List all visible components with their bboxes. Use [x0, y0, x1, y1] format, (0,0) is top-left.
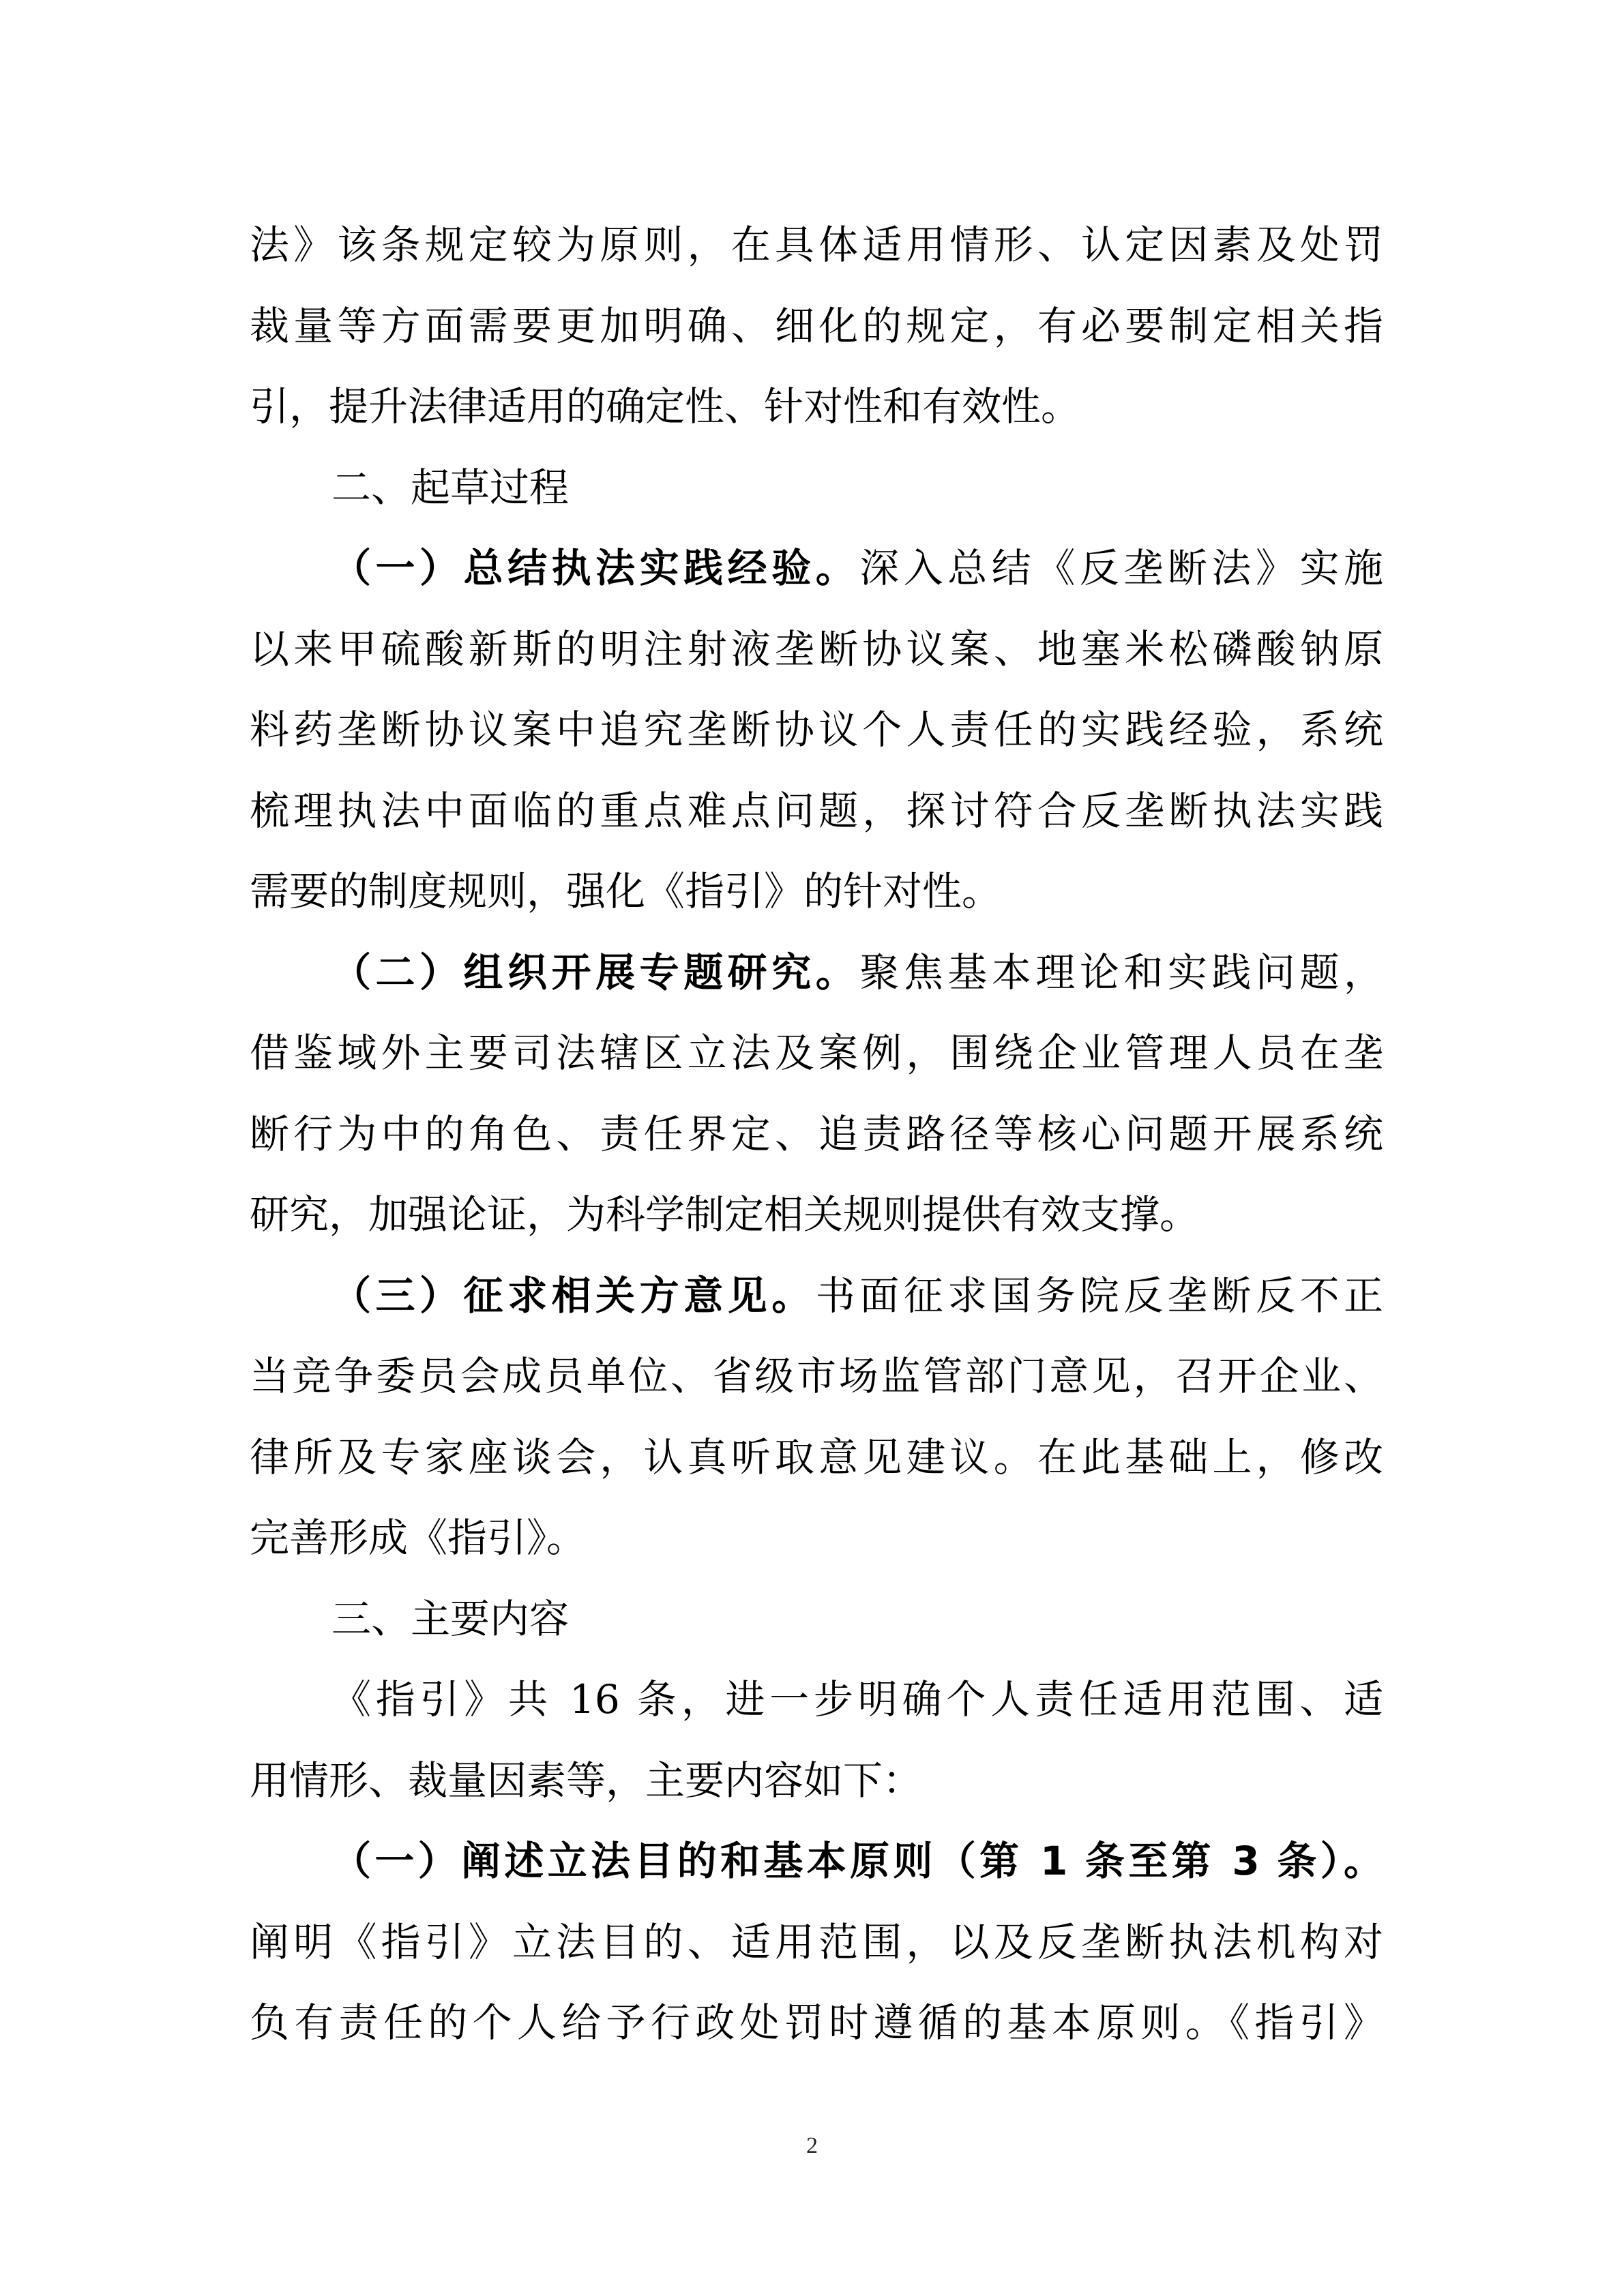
body-line: 以来甲硫酸新斯的明注射液垄断协议案、地塞米松磷酸钠原: [250, 625, 1383, 672]
body-text: 聚焦基本理论和实践问题，: [859, 949, 1383, 996]
body-line: 研究，加强论证，为科学制定相关规则提供有效支撑。: [250, 1191, 1200, 1238]
paragraph-first-line: [250, 528, 1383, 609]
body-line: 借鉴域外主要司法辖区立法及案例，围绕企业管理人员在垄: [250, 1030, 1383, 1076]
body-line: 法》该条规定较为原则，在具体适用情形、认定因素及处罚: [250, 222, 1383, 268]
body-line: 梳理执法中面临的重点难点问题，探讨符合反垄断执法实践: [250, 787, 1383, 834]
body-line: 律所及专家座谈会，认真听取意见建议。在此基础上，修改: [250, 1433, 1383, 1480]
body-text: 书面征求国务院反垄断反不正: [815, 1272, 1383, 1319]
subsection-heading-purpose-principles: （一）阐述立法目的和基本原则（第 1 条至第 3 条）。: [331, 1838, 1384, 1884]
body-line: 裁量等方面需要更加明确、细化的规定，有必要制定相关指: [250, 302, 1383, 349]
body-line: 负有责任的个人给予行政处罚时遵循的基本原则。《指引》: [250, 1999, 1383, 2046]
subsection-heading: （二）组织开展专题研究。: [331, 949, 860, 996]
body-line: 引，提升法律适用的确定性、针对性和有效性。: [250, 383, 1081, 430]
paragraph-first-line: [250, 932, 1383, 1013]
body-text: 深入总结《反垄断法》实施: [859, 545, 1383, 591]
body-line: 完善形成《指引》。: [250, 1515, 587, 1561]
body-line: 用情形、裁量因素等，主要内容如下：: [250, 1757, 923, 1804]
document-body: [250, 205, 1383, 2063]
body-line: 断行为中的角色、责任界定、追责路径等核心问题开展系统: [250, 1110, 1383, 1157]
section-heading-drafting-process: 二、起草过程: [331, 464, 570, 511]
body-line: 料药垄断协议案中追究垄断协议个人责任的实践经验，系统: [250, 706, 1383, 753]
paragraph-first-line: [250, 1255, 1383, 1337]
subsection-heading: （一）总结执法实践经验。: [331, 545, 860, 591]
section-heading-main-content: 三、主要内容: [331, 1595, 570, 1642]
paragraph-first-line: 《指引》共 16 条，进一步明确个人责任适用范围、适: [331, 1676, 1383, 1723]
body-line: 需要的制度规则，强化《指引》的针对性。: [250, 868, 1002, 914]
body-line: 阐明《指引》立法目的、适用范围，以及反垄断执法机构对: [250, 1918, 1383, 1965]
subsection-heading: （三）征求相关方意见。: [331, 1272, 816, 1319]
page-number: 2: [806, 2133, 818, 2158]
body-line: 当竞争委员会成员单位、省级市场监管部门意见，召开企业、: [250, 1353, 1383, 1399]
